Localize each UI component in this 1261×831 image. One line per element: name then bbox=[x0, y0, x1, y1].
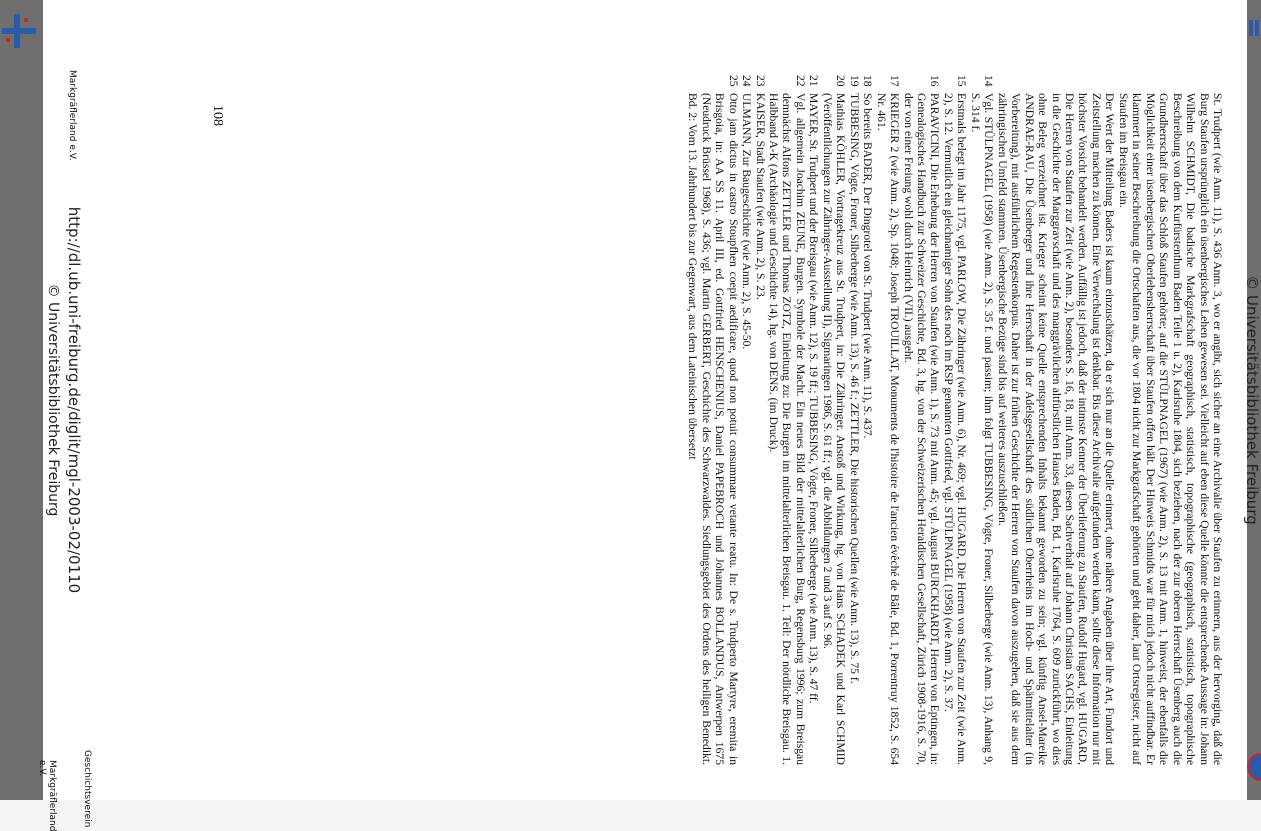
footnote-text: Mathias KÖHLER, Vortragekreuz aus St. Trudpert, in: Die Zähringer. Anstoß und Wirkung, hg. von Hans SCHADEK und Karl SCHMID (Veröffentlichungen zur Zähringer-Ausstellung II), Sigmaringen 1986, S. 61 ff.; vgl. die Abbildungen 2 und 3 auf S. 96. bbox=[820, 93, 848, 765]
page-number: 108 bbox=[210, 105, 225, 126]
footnote-number: 17 bbox=[888, 75, 902, 87]
footnote-number: 25 bbox=[726, 75, 740, 87]
footnote-number: 20 bbox=[834, 75, 848, 87]
footnote-text: Otto jam dictus in castro Stoupfhen coepit aedificare, quod non potuit consummare vetante reatu. In: De s. Trudperto Martyre, eremita in Brisgoia, in: AA SS 11. April III, ed. Gottfried HENSCHENIUS, Daniel PAPEBROCH und Johannes BOLLANDUS, Antwerpen 1675 (Neudruck Brüssel 1968), S. 436; vgl. Martin GERBERT, Geschichte des Schwarzwaldes. Siedlungsgebiet des Ordens des heiligen Benedikt. Bd. 2: Vom 13. Jahrhundert bis zur Gegenwart, aus dem Lateinischen übersetzt bbox=[686, 93, 740, 765]
library-logo-icon bbox=[2, 10, 36, 50]
copyright-text: © Universitätsbibliothek Freiburg bbox=[45, 283, 61, 517]
footnote-text: TUBBESING, Vögte, Froner, Silberberge (wie Anm. 13), S. 46 f.; ZETTLER, Die historischen Quellen (wie Anm. 13), S. 75 f. bbox=[847, 93, 861, 684]
scanned-page bbox=[37, 0, 1261, 831]
footnote bbox=[901, 75, 941, 765]
footnote bbox=[968, 75, 995, 765]
society-label-top: Markgräflerland e.V. bbox=[67, 70, 77, 161]
permalink-url[interactable]: http://dl.ub.uni-freiburg.de/diglit/mgl-2003-02/0110 bbox=[65, 206, 83, 594]
footnote bbox=[941, 75, 968, 765]
footnote-text: ULMANN, Zur Baugeschichte (wie Anm. 2), S. 45-50. bbox=[740, 93, 754, 350]
footnote-text: Vgl. STÜLPNAGEL (1958) (wie Anm. 2), S. 35 f. und passim; ihm folgt TUBBESING, Vögte, Froner, Silberberge (wie Anm. 13), Anhang 9, S. 314 f. bbox=[968, 93, 996, 765]
footnote-number: 18 bbox=[861, 75, 875, 87]
footnote bbox=[807, 75, 820, 765]
footnote bbox=[847, 75, 860, 765]
footnote-number: 19 bbox=[847, 75, 861, 87]
footnote bbox=[753, 75, 766, 765]
footnote-text: So bereits BADER, Der Dingrotel von St. Trudpert (wie Anm. 11), S. 437. bbox=[861, 93, 875, 439]
paragraph: St. Trudpert (wie Anm. 11), S. 436 Anm. 3, wo er angibt, sich sicher an eine Archivalie über Staufen zu erinnern, aus der hervorging, daß die Burg Staufen ursprünglich ein üsenbergisches Lehen gewesen sei. Vielleicht auf eben diese Quelle könnte die entsprechende Aussage in: Johann Wilhelm SCHMIDT, Die badische Markgrafschaft geographisch, statistisch, topographische (geographisch, statistisch, topographische Beschreibung von dem Kurfürstenthum Baden Teile 1 u. 2), Karlsruhe 1804, sich beziehen, nach der zur oberen Herrschaft Üsenberg auch die Grundherrschaft über das Schloß Staufen gehörte; auf die STÜLPNAGEL (1967) (wie Anm. 2), S. 13 mit Anm. 1, hinweist, der ebenfalls die Möglichkeit einer üsenbergischen Oberlehensherrschaft über Staufen offen hält. Der Hinweis Schmidts war für mich jedoch nicht auffindbar. Er klammert in seiner Beschreibung die Ortschaften aus, die vor 1804 nicht zur Markgrafschaft gehörten und geht daher, laut Ortsregister, nicht auf Staufen im Breisgau ein. bbox=[1116, 93, 1224, 765]
society-label-2: Markgräflerland e.V. bbox=[37, 760, 57, 831]
footnote-text: KRIEGER 2 (wie Anm. 2), Sp. 1048; Joseph TROUILLAT, Monuments de l'histoire de l'ancien évêché de Bâle, Bd. 1, Porrentruy 1852, S. 654 Nr. 461. bbox=[874, 93, 902, 765]
footnote-text: PARAVICINI, Die Erhebung der Herren von Staufen (wie Anm. 1), S. 73 mit Anm. 45; vgl. August BURCKHARDT, Herren von Eptingen, in: Genealogisches Handbuch zur Schweizer Geschichte, Bd. 3, hg. von der Schweizerischen Heraldischen Gesellschaft, Zürich 1908-1916, S. 70, der von einer Freiung wohl durch Heinrich (VII.) ausgeht. bbox=[901, 93, 942, 765]
paragraph: Der Wert der Mitteilung Baders ist kaum einzuschätzen, da er sich nur an die Quelle erinnert, ohne nähere Angaben über ihre Art, Fundort und Zeitstellung machen zu können. Eine Verwechslung ist denkbar. Bis diese Archivalie aufgefunden werden kann, sollte diese Information nur mit höchster Vorsicht behandelt werden. Auffällig ist jedoch, daß der intimste Kenner der Überlieferung zu Staufen, Rudolf Hugard, vgl. HUGARD, Die Herren von Staufen zur Zeit (wie Anm. 2), besonders S. 16, 18, mit Anm. 33, diesen Sachverhalt auf Johann Christian SACHS, Einleitung in die Geschichte der Marggravschaft und des marggrävlichen altfürstlichen Hauses Baden, Bd. 1, Karlsruhe 1764, S. 609 zurückführt, wo dies ohne Beleg verzeichnet ist. Krieger scheint keine Quelle entsprechenden Inhalts bekannt geworden zu sein; vgl. künftig Ansel-Mareike ANDRAE-RAU, Die Üsenberger und ihre Herrschaft in der Adelsgesellschaft des südlichen Oberrheins im Hoch- und Spätmittelalter (in Vorbereitung), mit ausführlichem Regestenkorpus. Daher ist zur frühen Geschichte der Herren von Staufen davon auszugehen, daß sie aus dem zähringischen Umfeld stammen. Üsenbergische Bezüge sind bis auf weiteres auszuschließen. bbox=[995, 93, 1117, 765]
header-edge-text: © Universitätsbibliothek Freiburg bbox=[1243, 275, 1261, 525]
footnote bbox=[740, 75, 753, 765]
footnote bbox=[686, 75, 740, 765]
footnote-number: 14 bbox=[982, 75, 996, 87]
footnote-text: Erstmals belegt im Jahr 1175, vgl. PARLOW, Die Zähringer (wie Anm. 6), Nr. 469; vgl. HUGARD, Die Herren von Staufen zur Zeit (wie Anm. 2), S. 12. Vermutlich ein gleichnamiger Sohn des noch im RSP genannten Gottfried, vgl. STÜLPNAGEL (1958) (wie Anm. 2), S. 37. bbox=[941, 93, 969, 765]
footnote-text: KAISER, Stadt Staufen (wie Anm. 2), S. 23. bbox=[753, 93, 767, 300]
footnote-text: Vgl. allgemein Joachim ZEUNE, Burgen. Symbole der Macht. Ein neues Bild der mittelalterlichen Burg, Regensburg 1996; zum Breisgau demnächst Alfons ZETTLER und Thomas ZOTZ, Einleitung zu: Die Burgen im mittelalterlichen Breisgau. 1. Teil: Der nördliche Breisgau. 1. Halbband A-K (Archäologie und Geschichte 14), hg. von DENS. (im Druck). bbox=[767, 93, 807, 765]
footnote bbox=[767, 75, 807, 765]
footnote-number: 23 bbox=[753, 75, 767, 87]
left-viewer-margin bbox=[0, 0, 43, 800]
footnote-number: 15 bbox=[955, 75, 969, 87]
footnote-number: 24 bbox=[740, 75, 754, 87]
footnote bbox=[861, 75, 874, 765]
footnote-number: 16 bbox=[928, 75, 942, 87]
body-text-block bbox=[686, 75, 1224, 765]
footnote-text: MAYER, St. Trudpert und der Breisgau (wie Anm. 12), S. 19 ff.; TUBBESING, Vögte, Froner, Silberberge (wie Anm. 13), S. 47 ff. bbox=[807, 93, 821, 704]
society-label: Geschichtsverein bbox=[82, 750, 92, 828]
footnote-number: 22 bbox=[793, 75, 807, 87]
rotated-page-content bbox=[37, 0, 1261, 831]
footnote bbox=[874, 75, 901, 765]
footnote bbox=[820, 75, 847, 765]
footnote-number: 21 bbox=[807, 75, 821, 87]
